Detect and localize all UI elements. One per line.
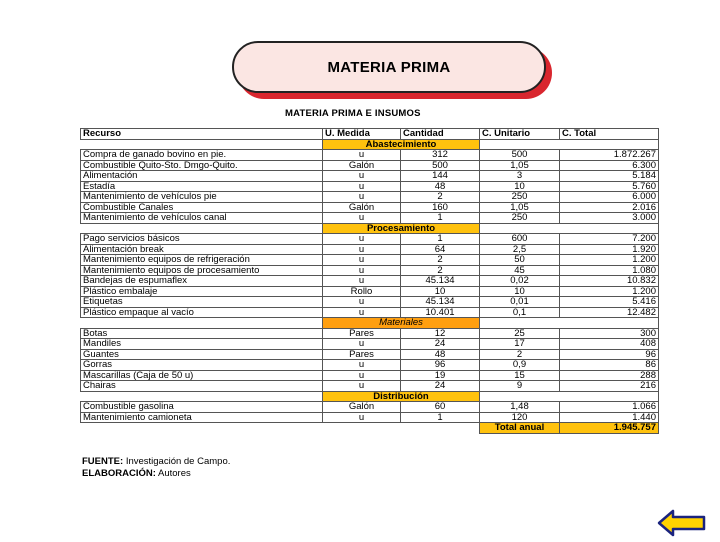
table-cell: 1 bbox=[401, 412, 480, 423]
table-cell: Alimentación bbox=[81, 171, 323, 182]
back-arrow-icon bbox=[657, 509, 707, 537]
table-cell: 10.832 bbox=[560, 276, 659, 287]
table-cell: u bbox=[323, 150, 401, 161]
table-cell: 96 bbox=[560, 349, 659, 360]
col-header-recurso: Recurso bbox=[81, 129, 323, 140]
section-label: Distribución bbox=[323, 391, 480, 402]
table-cell: 1,05 bbox=[480, 160, 560, 171]
table-cell: 2,5 bbox=[480, 244, 560, 255]
table-cell: Alimentación break bbox=[81, 244, 323, 255]
section-spacer bbox=[480, 318, 659, 329]
table-cell: 500 bbox=[401, 160, 480, 171]
table-cell: 1,05 bbox=[480, 202, 560, 213]
table-cell: Plástico embalaje bbox=[81, 286, 323, 297]
table-cell: 45.134 bbox=[401, 276, 480, 287]
table-cell: Combustible gasolina bbox=[81, 402, 323, 413]
total-label: Total anual bbox=[480, 423, 560, 434]
table-cell: 9 bbox=[480, 381, 560, 392]
table-cell: 1 bbox=[401, 213, 480, 224]
table-cell: 0,01 bbox=[480, 297, 560, 308]
table-cell: 160 bbox=[401, 202, 480, 213]
table-cell: Rollo bbox=[323, 286, 401, 297]
table-cell: u bbox=[323, 192, 401, 203]
materia-prima-table bbox=[80, 128, 659, 434]
table-body bbox=[81, 139, 659, 433]
table-cell: Compra de ganado bovino en pie. bbox=[81, 150, 323, 161]
table-cell: 1.080 bbox=[560, 265, 659, 276]
table-cell: 64 bbox=[401, 244, 480, 255]
table-row bbox=[81, 213, 659, 224]
table-cell: Botas bbox=[81, 328, 323, 339]
section-spacer bbox=[81, 223, 323, 234]
table-cell: 1.440 bbox=[560, 412, 659, 423]
table-cell: u bbox=[323, 370, 401, 381]
table-cell: 1.200 bbox=[560, 286, 659, 297]
col-header-cantidad: Cantidad bbox=[401, 129, 480, 140]
footer-source-value: Investigación de Campo. bbox=[125, 456, 231, 467]
table-cell: 2 bbox=[401, 265, 480, 276]
table-cell: 600 bbox=[480, 234, 560, 245]
table-row bbox=[81, 192, 659, 203]
table-cell: 216 bbox=[560, 381, 659, 392]
table-row bbox=[81, 276, 659, 287]
table-cell: 1.872.267 bbox=[560, 150, 659, 161]
table-row bbox=[81, 339, 659, 350]
table-cell: 250 bbox=[480, 213, 560, 224]
table-cell: 0,02 bbox=[480, 276, 560, 287]
table-cell: Pago servicios básicos bbox=[81, 234, 323, 245]
slide-title-text: MATERIA PRIMA bbox=[327, 58, 451, 76]
section-label: Materiales bbox=[323, 318, 480, 329]
table-cell: Etiquetas bbox=[81, 297, 323, 308]
table-cell: Mandiles bbox=[81, 339, 323, 350]
table-cell: 12 bbox=[401, 328, 480, 339]
table-cell: Combustible Canales bbox=[81, 202, 323, 213]
table-cell: 6.300 bbox=[560, 160, 659, 171]
table-cell: 19 bbox=[401, 370, 480, 381]
table-cell: 0,1 bbox=[480, 307, 560, 318]
table-row bbox=[81, 412, 659, 423]
table-cell: Pares bbox=[323, 328, 401, 339]
table-cell: 120 bbox=[480, 412, 560, 423]
table-cell: u bbox=[323, 360, 401, 371]
table-cell: u bbox=[323, 265, 401, 276]
table-cell: 144 bbox=[401, 171, 480, 182]
table-cell: u bbox=[323, 297, 401, 308]
table-cell: Mantenimiento equipos de refrigeración bbox=[81, 255, 323, 266]
back-button[interactable] bbox=[657, 509, 707, 537]
footer-source bbox=[82, 456, 230, 468]
table-cell: u bbox=[323, 234, 401, 245]
table-row bbox=[81, 370, 659, 381]
section-spacer bbox=[81, 139, 323, 150]
table-cell: 6.000 bbox=[560, 192, 659, 203]
footer-source-label: FUENTE: bbox=[82, 456, 124, 467]
table-cell: u bbox=[323, 255, 401, 266]
table-cell: 300 bbox=[560, 328, 659, 339]
table-row bbox=[81, 307, 659, 318]
table-cell: Mantenimiento camioneta bbox=[81, 412, 323, 423]
table-cell: Pares bbox=[323, 349, 401, 360]
table-cell: Chairas bbox=[81, 381, 323, 392]
table-cell: 7.200 bbox=[560, 234, 659, 245]
table-cell: 3.000 bbox=[560, 213, 659, 224]
table-cell: 24 bbox=[401, 381, 480, 392]
table-row bbox=[81, 286, 659, 297]
section-spacer bbox=[480, 223, 659, 234]
section-spacer bbox=[81, 391, 323, 402]
table-cell: 10 bbox=[401, 286, 480, 297]
table-cell: 0,9 bbox=[480, 360, 560, 371]
table-cell: 5.184 bbox=[560, 171, 659, 182]
table-cell: Estadía bbox=[81, 181, 323, 192]
table-cell: Mantenimiento de vehículos canal bbox=[81, 213, 323, 224]
footer-elaboration bbox=[82, 468, 230, 480]
table-row bbox=[81, 171, 659, 182]
table-cell: 17 bbox=[480, 339, 560, 350]
table-cell: 10 bbox=[480, 181, 560, 192]
table-cell: 288 bbox=[560, 370, 659, 381]
table-cell: Guantes bbox=[81, 349, 323, 360]
table-row bbox=[81, 265, 659, 276]
table-cell: Galón bbox=[323, 202, 401, 213]
table-cell: 2 bbox=[401, 255, 480, 266]
table-cell: 500 bbox=[480, 150, 560, 161]
table-cell: Gorras bbox=[81, 360, 323, 371]
total-spacer bbox=[81, 423, 480, 434]
table-cell: u bbox=[323, 244, 401, 255]
slide-title bbox=[232, 41, 546, 93]
table-row bbox=[81, 349, 659, 360]
table-cell: 312 bbox=[401, 150, 480, 161]
table-cell: Mantenimiento equipos de procesamiento bbox=[81, 265, 323, 276]
table-cell: u bbox=[323, 381, 401, 392]
table-cell: 24 bbox=[401, 339, 480, 350]
table-cell: 1,48 bbox=[480, 402, 560, 413]
total-row bbox=[81, 423, 659, 434]
table-cell: 12.482 bbox=[560, 307, 659, 318]
table-cell: 45.134 bbox=[401, 297, 480, 308]
table-header-row bbox=[81, 129, 659, 140]
table-cell: Combustible Quito-Sto. Dmgo-Quito. bbox=[81, 160, 323, 171]
table-cell: 60 bbox=[401, 402, 480, 413]
table-row bbox=[81, 160, 659, 171]
table-cell: u bbox=[323, 276, 401, 287]
table-cell: 2.016 bbox=[560, 202, 659, 213]
table-cell: 45 bbox=[480, 265, 560, 276]
col-header-unidad: U. Medida bbox=[323, 129, 401, 140]
table-row bbox=[81, 297, 659, 308]
col-header-total: C. Total bbox=[560, 129, 659, 140]
section-row bbox=[81, 139, 659, 150]
footer-elab-label: ELABORACIÓN: bbox=[82, 468, 156, 479]
table-cell: 1 bbox=[401, 234, 480, 245]
table-cell: 5.416 bbox=[560, 297, 659, 308]
table-row bbox=[81, 360, 659, 371]
table-row bbox=[81, 244, 659, 255]
section-row bbox=[81, 318, 659, 329]
table-cell: 3 bbox=[480, 171, 560, 182]
table-cell: 1.200 bbox=[560, 255, 659, 266]
table-cell: 15 bbox=[480, 370, 560, 381]
table-cell: 25 bbox=[480, 328, 560, 339]
table-cell: 50 bbox=[480, 255, 560, 266]
table-cell: Galón bbox=[323, 402, 401, 413]
table-cell: Plástico empaque al vacío bbox=[81, 307, 323, 318]
table-row bbox=[81, 328, 659, 339]
table-cell: u bbox=[323, 171, 401, 182]
section-row bbox=[81, 391, 659, 402]
section-label: Procesamiento bbox=[323, 223, 480, 234]
section-spacer bbox=[81, 318, 323, 329]
table-cell: Bandejas de espumaflex bbox=[81, 276, 323, 287]
footer-elab-value: Autores bbox=[158, 468, 191, 479]
table-cell: Mantenimiento de vehículos pie bbox=[81, 192, 323, 203]
table-cell: u bbox=[323, 412, 401, 423]
table-row bbox=[81, 381, 659, 392]
table-cell: 250 bbox=[480, 192, 560, 203]
total-value: 1.945.757 bbox=[560, 423, 659, 434]
table-cell: 48 bbox=[401, 349, 480, 360]
table-cell: 408 bbox=[560, 339, 659, 350]
table-cell: 96 bbox=[401, 360, 480, 371]
table-cell: u bbox=[323, 307, 401, 318]
table-cell: Galón bbox=[323, 160, 401, 171]
table-row bbox=[81, 234, 659, 245]
section-row bbox=[81, 223, 659, 234]
table-row bbox=[81, 255, 659, 266]
table-cell: 1.920 bbox=[560, 244, 659, 255]
table-cell: Mascarillas (Caja de 50 u) bbox=[81, 370, 323, 381]
table-cell: u bbox=[323, 339, 401, 350]
footer-notes bbox=[82, 456, 230, 480]
table-row bbox=[81, 202, 659, 213]
col-header-unitario: C. Unitario bbox=[480, 129, 560, 140]
table-cell: 86 bbox=[560, 360, 659, 371]
section-label: Abastecimiento bbox=[323, 139, 480, 150]
table-row bbox=[81, 150, 659, 161]
table-cell: 5.760 bbox=[560, 181, 659, 192]
table-row bbox=[81, 402, 659, 413]
table-cell: 10.401 bbox=[401, 307, 480, 318]
table-row bbox=[81, 181, 659, 192]
section-spacer bbox=[480, 139, 659, 150]
section-spacer bbox=[480, 391, 659, 402]
table-cell: 2 bbox=[480, 349, 560, 360]
table-subtitle: MATERIA PRIMA E INSUMOS bbox=[285, 108, 421, 119]
table-cell: u bbox=[323, 181, 401, 192]
table-cell: 1.066 bbox=[560, 402, 659, 413]
table-cell: 48 bbox=[401, 181, 480, 192]
table-cell: 10 bbox=[480, 286, 560, 297]
table-cell: u bbox=[323, 213, 401, 224]
table-cell: 2 bbox=[401, 192, 480, 203]
